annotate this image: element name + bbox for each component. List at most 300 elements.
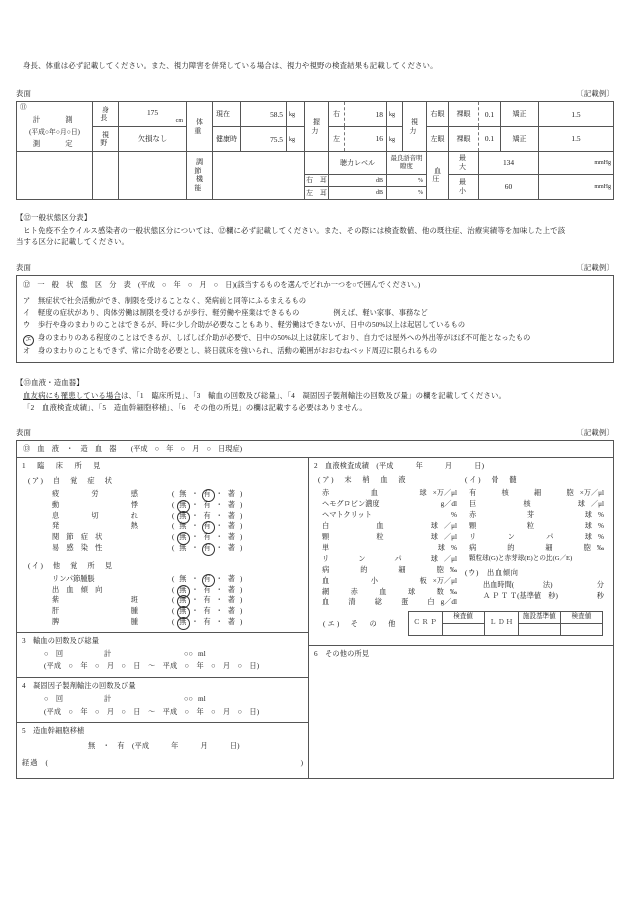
choice-none[interactable]: 無	[179, 574, 187, 583]
front-side-row-general	[16, 262, 614, 273]
sec5-title: 5 造血幹細胞移植	[22, 727, 85, 736]
bp-min-cell[interactable]	[479, 174, 539, 199]
peripheral-row-hematocrit[interactable]	[314, 510, 461, 521]
subjective-symptom-list	[22, 489, 303, 554]
intro-note: 身長、体重は必ず記載してください。また、視力障害を併発している場合は、視力や視野の検査結果も記載してください。	[23, 61, 438, 70]
weight-healthy-value: 75.5	[270, 134, 283, 144]
weight-healthy-cell[interactable]	[241, 127, 287, 152]
bone-marrow-column	[461, 475, 608, 608]
grip-right-unit: kg	[389, 111, 395, 118]
measurement-title-3: 測 定	[32, 140, 77, 149]
height-label: 身 長	[93, 102, 119, 127]
grip-left-label: 左	[329, 127, 345, 152]
general-status-table-title: ⑫ 一 般 状 態 区 分 表 (平成 ○ 年 ○ 月 ○ 日)(該当するものを選んでどれか一つを○で囲んでください。)	[23, 280, 421, 289]
choice-marked[interactable]: 著	[227, 618, 235, 627]
crp-ldh-table	[408, 611, 603, 636]
dot-sep: ・	[215, 607, 223, 616]
dot-sep: ・	[215, 511, 223, 520]
peripheral-row-rbc[interactable]	[314, 488, 461, 499]
peripheral-row-granulocyte[interactable]	[314, 532, 461, 543]
sec3-period[interactable]: (平成 ○ 年 ○ 月 ○ 日 ～ 平成 ○ 年 ○ 月 ○ 日)	[44, 662, 260, 671]
choice-marked[interactable]: 著	[227, 596, 235, 605]
blood-table	[16, 458, 614, 779]
marrow-label-erythroblast: 赤 芽 球	[469, 510, 592, 519]
paren-close: )	[239, 574, 243, 583]
finding-row-purpura[interactable]	[22, 595, 303, 606]
peripheral-row-wbc[interactable]	[314, 521, 461, 532]
option-key-e-wrap	[23, 332, 38, 345]
blood-note-2: 「2 血液検査成績」、「5 造血幹細胞移植」、「6 その他の所見」の欄は記載する必要はありません。	[23, 402, 367, 412]
finding-options-hepatomegaly	[172, 606, 242, 617]
blood-test-block	[309, 458, 613, 646]
weight-now-cell[interactable]	[241, 102, 287, 127]
front-side-label-1: 表面	[16, 89, 32, 99]
eye-right-label: 右眼	[427, 102, 449, 127]
finding-row-hepatomegaly[interactable]	[22, 606, 303, 617]
bleeding-label-aptt: Ａ Ｐ Ｔ Ｔ(基準値 秒)	[483, 591, 558, 600]
choice-none[interactable]: 無	[179, 500, 187, 509]
marrow-label-lymphocyte: リ ン パ 球	[469, 532, 592, 541]
accommodation-value-cell[interactable]	[213, 152, 305, 200]
finding-label-lymphadenopathy: リンパ節腫脹	[52, 574, 95, 583]
finding-row-lymphadenopathy[interactable]	[22, 574, 303, 585]
dot-sep: ・	[191, 533, 199, 542]
vision-field-label: 視 野	[93, 127, 119, 152]
accommodation-label: 調 節 機 能	[187, 152, 213, 200]
height-value: 175	[146, 107, 159, 117]
choice-marked[interactable]: 著	[227, 522, 235, 531]
paren-open: (	[172, 596, 175, 605]
objective-finding-list	[22, 574, 303, 628]
sec5-choice[interactable]: 無 ・ 有 (平成 年 月 日)	[88, 742, 240, 751]
paren-open: (	[172, 544, 175, 553]
choice-marked[interactable]: 著	[227, 533, 235, 542]
marrow-unit-granulocyte: %	[598, 521, 604, 530]
clinical-findings-block	[17, 458, 308, 633]
peripheral-unit-monocyte: %	[451, 543, 457, 552]
height-value-cell[interactable]	[119, 102, 187, 127]
dot-sep: ・	[215, 574, 223, 583]
paren-open: (	[172, 511, 175, 520]
finding-label-purpura: 紫 斑	[52, 596, 138, 605]
sec2-other-title: (エ) そ の 他	[323, 620, 398, 629]
paren-close: )	[239, 511, 243, 520]
choice-present[interactable]: 有	[203, 511, 211, 520]
vision-field-cell[interactable]	[119, 127, 187, 152]
eye-right-naked-label: 裸眼	[449, 102, 479, 127]
peripheral-label-lymphocyte: リ ン パ 球	[322, 554, 438, 563]
marrow-label-pathological-cell: 病 的 細 胞	[469, 543, 591, 552]
peripheral-row-lymphocyte[interactable]	[314, 554, 461, 565]
symptom-options-fever	[172, 521, 242, 532]
peripheral-unit-total-protein: g／dl	[440, 598, 457, 607]
ear-left-pct-unit: %	[418, 190, 423, 197]
coagulation-block	[17, 678, 308, 723]
sec3-count-row[interactable]	[22, 648, 303, 661]
marrow-unit-nucleated-cell: ×万／μl	[579, 489, 604, 498]
finding-options-bleeding-tendency	[172, 585, 242, 596]
peripheral-row-reticulocyte[interactable]	[314, 587, 461, 598]
symptom-row-palpitation[interactable]	[22, 500, 303, 511]
option-row-a[interactable]	[23, 295, 607, 307]
finding-options-splenomegaly	[172, 617, 242, 628]
peripheral-blood-column	[314, 475, 461, 608]
eye-right-corrected-cell[interactable]	[539, 102, 614, 127]
eyesight-label: 視 力	[403, 102, 427, 152]
choice-present[interactable]: 有	[203, 522, 211, 531]
ear-right-pct-cell[interactable]	[387, 174, 427, 187]
other-findings-block[interactable]	[309, 646, 613, 773]
choice-present[interactable]: 有	[203, 490, 211, 499]
crp-value[interactable]	[442, 624, 484, 636]
finding-label-hepatomegaly: 肝 腫	[52, 607, 138, 616]
grip-left-unit-cell	[387, 127, 403, 152]
measurement-number: ⑪	[20, 104, 27, 112]
dot-sep: ・	[191, 500, 199, 509]
marrow-row-lymphocyte[interactable]	[461, 532, 608, 543]
front-side-label-2: 表面	[16, 262, 32, 272]
peripheral-label-reticulocyte: 網赤血球数	[322, 587, 444, 596]
bleeding-row-bleeding-time[interactable]	[461, 580, 608, 591]
symptom-row-breathlessness[interactable]	[22, 511, 303, 522]
option-key-e-selected: エ	[23, 335, 34, 346]
ear-right-label: 右 耳	[305, 174, 329, 187]
sec5-progress-open: (	[45, 759, 48, 768]
weight-label: 体 重	[187, 102, 213, 152]
grip-label: 握 力	[305, 102, 329, 152]
bp-label: 血 圧	[427, 152, 449, 200]
symptom-row-infection[interactable]	[22, 543, 303, 554]
finding-row-bleeding-tendency[interactable]	[22, 585, 303, 596]
peripheral-label-granulocyte: 顆 粒 球	[322, 532, 438, 541]
paren-close: )	[239, 500, 243, 509]
choice-none[interactable]: 無	[179, 522, 187, 531]
bleeding-unit-bleeding-time: 分	[596, 580, 604, 589]
dot-sep: ・	[215, 585, 223, 594]
ear-left-db-unit: dB	[375, 190, 383, 197]
bp-min-unit-cell	[539, 174, 614, 199]
option-row-e[interactable]	[23, 332, 607, 345]
sec3-total-label: 計	[104, 649, 112, 658]
speech-discrimination-header: 最良語音明瞭度	[387, 152, 427, 175]
sec3-count: ○ 回	[44, 649, 64, 658]
crp-label: Ｃ Ｒ Ｐ	[408, 612, 442, 636]
sec4-period[interactable]: (平成 ○ 年 ○ 月 ○ 日 ～ 平成 ○ 年 ○ 月 ○ 日)	[44, 707, 260, 716]
marrow-row-erythroblast[interactable]	[461, 510, 608, 521]
peripheral-row-monocyte[interactable]	[314, 543, 461, 554]
peripheral-row-pathological-cell[interactable]	[314, 565, 461, 576]
peripheral-row-total-protein[interactable]	[314, 597, 461, 608]
option-text-u: 歩行や身のまわりのことはできるが、時に少し介助が必要なこともあり、軽労働はできないが、日中の50%以上は起居しているもの	[38, 321, 466, 330]
eye-right-corrected-label: 矯正	[501, 102, 539, 127]
option-text-e: 身のまわりのある程度のことはできるが、しばしば介助が必要で、日中の50%以上は就床しており、自力では屋外への外出等がほぼ不可能となったもの	[38, 333, 531, 342]
sec4-title: 4 凝固因子製剤輸注の回数及び量	[22, 682, 136, 691]
grip-left-value: 16	[375, 134, 383, 144]
ear-left-db-cell[interactable]	[329, 187, 387, 200]
choice-marked[interactable]: 著	[227, 490, 235, 499]
general-status-options	[17, 292, 613, 363]
eye-left-corrected-label: 矯正	[501, 127, 539, 152]
sec2-marrow-title: (イ) 骨 髄	[465, 476, 519, 485]
sec4-total-value: ○○	[184, 695, 193, 704]
choice-marked[interactable]: 著	[227, 511, 235, 520]
general-status-table	[16, 275, 614, 364]
ldh-standard-header: 施設基準値	[518, 612, 560, 624]
option-key-a: ア	[23, 296, 31, 305]
paren-close: )	[239, 585, 243, 594]
grip-right-value: 18	[375, 109, 383, 119]
paren-open: (	[172, 607, 175, 616]
measurement-title-2: (平成○年○月○日)	[29, 128, 80, 136]
peripheral-label-wbc: 白 血 球	[322, 521, 438, 530]
blood-left-column	[17, 458, 309, 778]
peripheral-label-pathological-cell: 病 的 細 胞	[322, 565, 444, 574]
dot-sep: ・	[191, 544, 199, 553]
marrow-label-nucleated-cell: 有 核 細 胞	[469, 489, 574, 498]
peripheral-row-hemoglobin[interactable]	[314, 499, 461, 510]
choice-none[interactable]: 無	[179, 585, 187, 594]
marrow-unit-lymphocyte: %	[598, 532, 604, 541]
paren-open: (	[172, 500, 175, 509]
peripheral-unit-hemoglobin: g／dl	[440, 500, 457, 508]
grip-right-label: 右	[329, 102, 345, 127]
ldh-standard-value[interactable]	[518, 624, 560, 636]
choice-present[interactable]: 有	[203, 585, 211, 594]
weight-now-unit: kg	[289, 111, 295, 118]
marrow-label-granulocyte: 顆 粒 球	[469, 521, 592, 530]
option-row-i[interactable]	[23, 307, 607, 319]
option-key-i: イ	[23, 309, 31, 317]
peripheral-unit-pathological-cell: ‰	[449, 565, 457, 574]
choice-none[interactable]: 無	[179, 596, 187, 605]
ear-right-db-unit: dB	[375, 177, 383, 184]
vision-field-value: 欠損なし	[137, 134, 168, 144]
dot-sep: ・	[191, 618, 199, 627]
option-row-u[interactable]	[23, 319, 607, 331]
grip-right-cell[interactable]	[345, 102, 387, 127]
option-row-o[interactable]	[23, 345, 607, 357]
blood-note-1-rest: は、「1 臨床所見」、「3 輸血の回数及び総量」、「4 凝固因子製剤輸注の回数及び量」の欄を記載してください。	[121, 391, 507, 401]
measurement-title-block-2	[17, 152, 93, 200]
option-key-u: ウ	[23, 321, 31, 330]
bp-max-label: 最 大	[449, 152, 479, 175]
paren-close: )	[239, 490, 243, 499]
sec3-total-unit: ml	[197, 649, 206, 658]
option-text-a: 無症状で社会活動ができ、制限を受けることなく、発病前と同等にふるまえるもの	[38, 296, 307, 305]
bp-max-value: 134	[502, 158, 515, 168]
measurement-table	[16, 101, 614, 199]
dot-sep: ・	[215, 490, 223, 499]
symptom-options-joint	[172, 532, 242, 543]
dot-sep: ・	[215, 522, 223, 531]
symptom-row-joint[interactable]	[22, 532, 303, 543]
choice-present[interactable]: 有	[203, 533, 211, 542]
marrow-row-granulocyte[interactable]	[461, 521, 608, 532]
peripheral-label-rbc: 赤 血 球	[322, 489, 427, 498]
paren-close: )	[239, 596, 243, 605]
front-side-label-3: 表面	[16, 428, 32, 438]
sec1-subjective-title: (ア) 自 覚 症 状	[28, 477, 114, 486]
choice-present[interactable]: 有	[203, 618, 211, 627]
ear-right-pct-unit: %	[418, 177, 423, 184]
option-text-o: 身のまわりのこともできず、常に介助を必要とし、終日就床を強いられ、活動の範囲がおおむねベッド周辺に限られるもの	[38, 346, 438, 355]
marrow-unit-pathological-cell: ‰	[596, 543, 604, 552]
grip-left-unit: kg	[389, 136, 395, 143]
dot-sep: ・	[191, 596, 199, 605]
dot-sep: ・	[191, 585, 199, 594]
peripheral-row-platelet[interactable]	[314, 576, 461, 587]
stemcell-block	[17, 723, 308, 778]
example-tag-2: 〔記載例〕	[576, 262, 614, 272]
hearing-level-header: 聴力レベル	[329, 152, 387, 175]
paren-close: )	[239, 607, 243, 616]
dot-sep: ・	[215, 533, 223, 542]
marrow-row-pathological-cell[interactable]	[461, 543, 608, 554]
weight-healthy-unit-cell	[287, 127, 305, 152]
sec4-total-label: 計	[104, 695, 112, 704]
grip-left-cell[interactable]	[345, 127, 387, 152]
eye-left-naked-label: 裸眼	[449, 127, 479, 152]
blood-note-1	[16, 390, 614, 401]
eye-left-naked-value: 0.1	[484, 134, 495, 144]
eye-right-corrected-value: 1.5	[571, 109, 581, 119]
eye-right-naked-cell[interactable]	[479, 102, 501, 127]
choice-none[interactable]: 無	[179, 511, 187, 520]
symptom-row-fever[interactable]	[22, 521, 303, 532]
choice-marked[interactable]: 著	[227, 500, 235, 509]
choice-marked[interactable]: 著	[227, 585, 235, 594]
sec2-bleeding-title: (ウ) 出血傾向	[465, 568, 519, 577]
marrow-row-megakaryocyte[interactable]	[461, 499, 608, 510]
choice-marked[interactable]: 著	[227, 574, 235, 583]
choice-present[interactable]: 有	[203, 500, 211, 509]
dot-sep: ・	[215, 544, 223, 553]
blood-right-column	[309, 458, 613, 778]
sec4-total-unit: ml	[197, 695, 206, 704]
peripheral-label-monocyte: 単 球	[322, 543, 445, 552]
height-unit: cm	[175, 117, 183, 124]
paren-open: (	[172, 585, 175, 594]
ear-left-pct-cell[interactable]	[387, 187, 427, 200]
eye-left-corrected-cell[interactable]	[539, 127, 614, 152]
transfusion-block	[17, 633, 308, 678]
symptom-options-infection	[172, 543, 242, 554]
bleeding-label-bleeding-time: 出血時間( 法)	[483, 580, 553, 589]
paren-open: (	[172, 490, 175, 499]
blood-heading: 【⑬血液・造血器】	[16, 378, 84, 388]
paren-close: )	[239, 544, 243, 553]
paren-close: )	[239, 533, 243, 542]
general-status-note-2: 当する区分に記載してください。	[16, 237, 130, 247]
blood-table-title-bar	[16, 440, 614, 458]
sec5-progress-row[interactable]	[22, 758, 303, 768]
sec4-count-row[interactable]	[22, 693, 303, 706]
choice-none[interactable]: 無	[179, 533, 187, 542]
eye-left-naked-cell[interactable]	[479, 127, 501, 152]
marrow-label-ge-ratio: 顆粒球(G)と赤芽球(E)との比(G／E)	[469, 554, 573, 562]
choice-none[interactable]: 無	[179, 607, 187, 616]
ear-right-db-cell[interactable]	[329, 174, 387, 187]
peripheral-label-hematocrit: ヘマトクリット	[322, 510, 372, 519]
weight-now-label: 現在	[213, 102, 241, 127]
symptom-label-infection: 易 感 染 性	[52, 544, 103, 553]
bp-max-cell[interactable]	[479, 152, 539, 175]
finding-options-purpura	[172, 595, 242, 606]
eye-left-label: 左眼	[427, 127, 449, 152]
peripheral-list	[314, 488, 461, 608]
sec2-title: 2 血液検査成績 (平成 年 月 日)	[314, 462, 485, 471]
bleeding-unit-aptt: 秒	[596, 591, 604, 600]
marrow-row-ge-ratio[interactable]	[461, 554, 608, 564]
bp-min-value: 60	[504, 181, 513, 191]
marrow-row-nucleated-cell[interactable]	[461, 488, 608, 499]
symptom-label-fatigue: 疲 労 感	[52, 490, 138, 499]
choice-present[interactable]: 有	[203, 607, 211, 616]
dot-sep: ・	[215, 500, 223, 509]
ldh-test-value[interactable]	[560, 624, 602, 636]
weight-now-unit-cell	[287, 102, 305, 127]
choice-marked[interactable]: 著	[227, 544, 235, 553]
sec2-peripheral-title: (ア) 末 梢 血 液	[318, 476, 408, 485]
option-key-o: オ	[23, 346, 31, 355]
symptom-options-palpitation	[172, 500, 242, 511]
bleeding-row-aptt[interactable]	[461, 591, 608, 602]
dot-sep: ・	[191, 490, 199, 499]
blood-note-1-underlined: 血友病にも罹患している場合	[23, 391, 122, 401]
paren-open: (	[172, 618, 175, 627]
paren-close: )	[239, 618, 243, 627]
sec6-title: 6 その他の所見	[314, 650, 370, 659]
symptom-row-fatigue[interactable]	[22, 489, 303, 500]
front-side-row-measurement	[16, 88, 614, 99]
choice-marked[interactable]: 著	[227, 607, 235, 616]
paren-open: (	[172, 574, 175, 583]
peripheral-unit-granulocyte: ／μl	[443, 532, 457, 541]
finding-label-splenomegaly: 脾 腫	[52, 618, 138, 627]
dot-sep: ・	[215, 596, 223, 605]
sec5-progress-close: )	[300, 759, 303, 768]
dot-sep: ・	[191, 574, 199, 583]
finding-row-splenomegaly[interactable]	[22, 617, 303, 628]
vision-field-label-2	[93, 152, 119, 200]
blood-table-title: ⑬ 血 液 ・ 造 血 器 (平成 ○ 年 ○ 月 ○ 日現症)	[23, 445, 243, 454]
example-tag-1: 〔記載例〕	[576, 89, 614, 99]
weight-healthy-unit: kg	[289, 136, 295, 143]
general-status-heading: 【⑫一般状態区分表】	[16, 212, 92, 222]
option-example-i: 例えば、軽い家事、事務など	[333, 309, 428, 317]
choice-none[interactable]: 無	[179, 490, 187, 499]
dot-sep: ・	[191, 607, 199, 616]
choice-none[interactable]: 無	[179, 544, 187, 553]
finding-options-lymphadenopathy	[172, 574, 242, 585]
ldh-label: Ｌ Ｄ Ｈ	[484, 612, 518, 636]
symptom-label-fever: 発 熱	[52, 522, 138, 531]
marrow-label-megakaryocyte: 巨 核 球	[469, 500, 585, 508]
bp-min-unit: mmHg	[594, 183, 611, 190]
bp-max-unit-cell	[539, 152, 614, 175]
marrow-list	[461, 488, 608, 602]
eye-left-corrected-value: 1.5	[571, 134, 581, 144]
choice-present[interactable]: 有	[203, 574, 211, 583]
choice-none[interactable]: 無	[179, 618, 187, 627]
sec1-objective-title: (イ) 他 覚 所 見	[28, 561, 114, 570]
symptom-label-joint: 関 節 症 状	[52, 533, 103, 542]
choice-present[interactable]: 有	[203, 544, 211, 553]
ear-left-label: 左 耳	[305, 187, 329, 200]
choice-present[interactable]: 有	[203, 596, 211, 605]
example-tag-3: 〔記載例〕	[576, 428, 614, 438]
symptom-options-fatigue	[172, 489, 242, 500]
